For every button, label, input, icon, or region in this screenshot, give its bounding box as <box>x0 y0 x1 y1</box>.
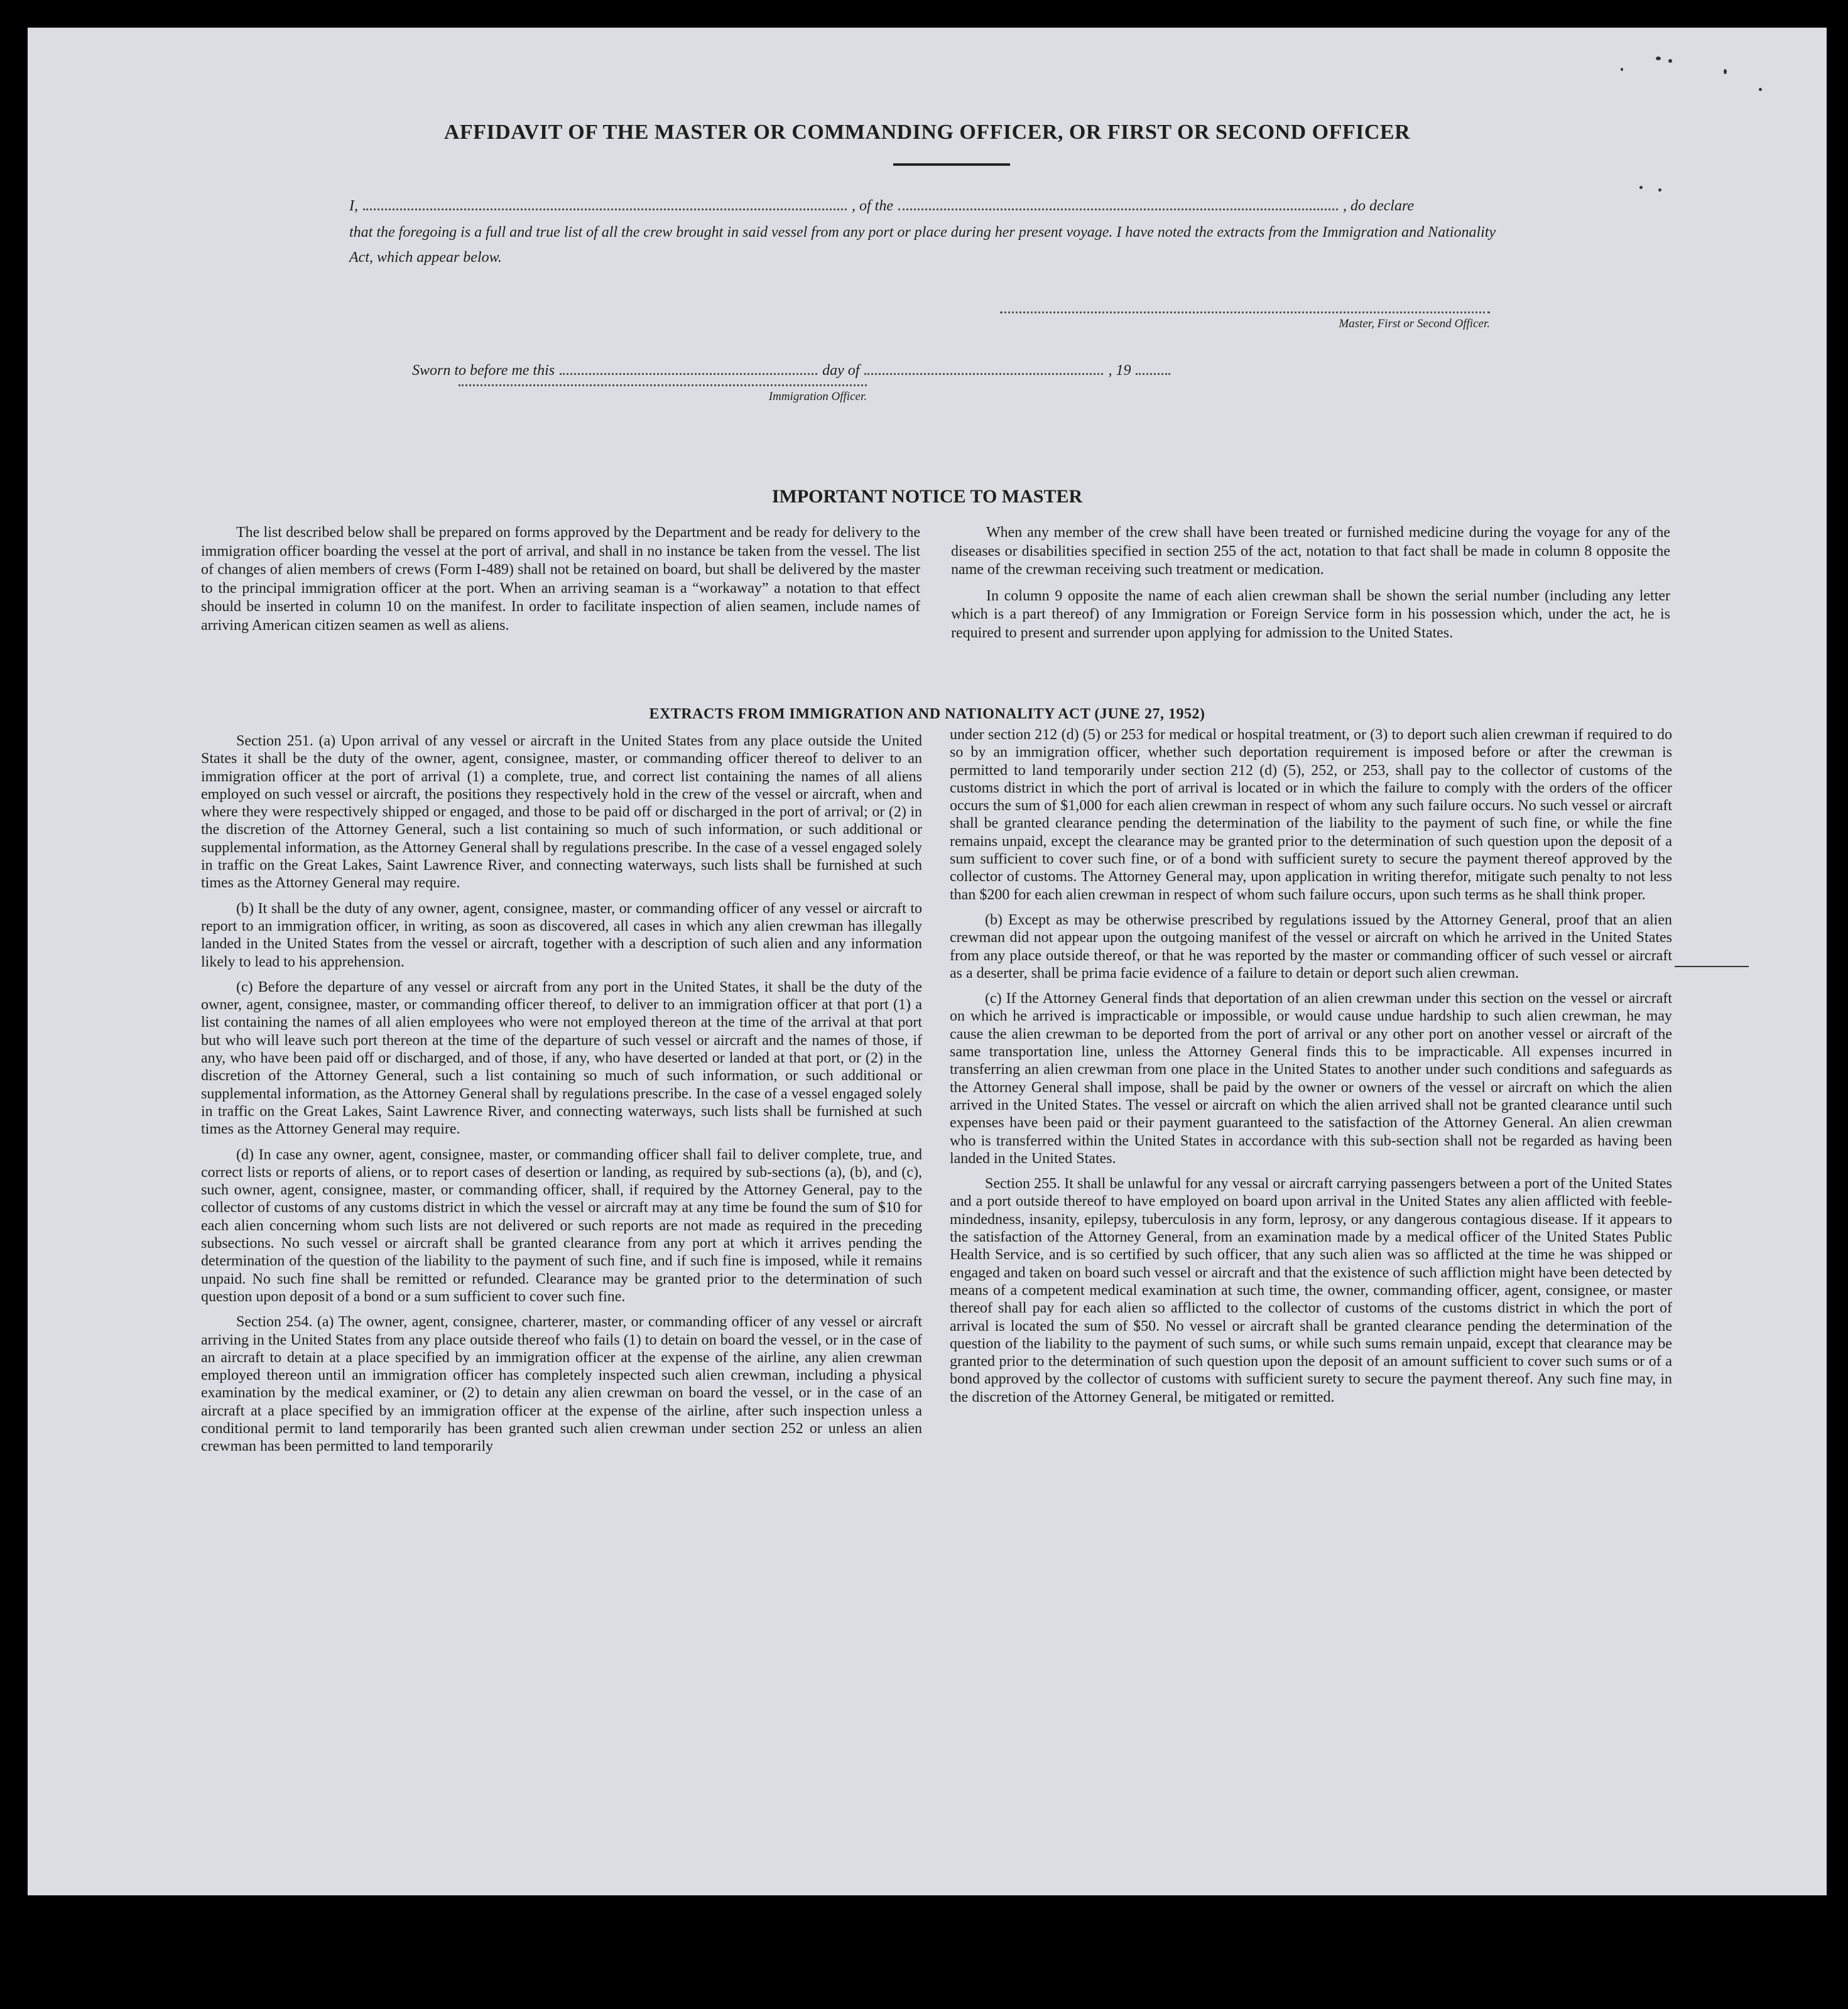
extract-paragraph: (c) If the Attorney General finds that deportation of an alien crewman under this section on the vessel or aircraft on which he arrived is impracticable or impossible, or would cause undue hardship to such alien crewman, he may cause the alien crewman to be deported from the port of arrival or any other port on another vessel or aircraft of the same transportation line, unless the Attorney General finds this to be impracticable. All expenses incurred in transferring an alien crewman from one place in the United States to another under such conditions and safeguards as the Attorney General shall impose, shall be paid by the owner or owners of the vessel or aircraft on which the alien arrived in the United States. The vessel or aircraft on which the alien arrived shall not be granted clearance until such expenses have been paid or their payment guaranteed to the satisfaction of the Attorney General. An alien crewman who is transferred within the United States in accordance with this sub-section shall not be regarded as having been landed in the United States. <box>950 990 1672 1167</box>
notice-title: IMPORTANT NOTICE TO MASTER <box>771 486 1083 507</box>
declarant-pronoun: I, <box>349 198 358 214</box>
extract-paragraph: (c) Before the departure of any vessel or aircraft from any port in the United States, it shall be the duty of the owner, agent, consignee, master, or commanding officer thereof, to deliver to an immigration officer at that port (1) a list containing the names of all alien employees who were not employed thereon at the time of the arrival at that port but who will leave such port thereon at the time of the departure of such vessel or aircraft and the names of those, if any, who have been paid off or discharged, and of those, if any, who have deserted or landed at that port, or (2) in the discretion of the Attorney General, such a list containing so much of such information, or such additional or supplemental information, as the Attorney General shall by regulations prescribe. In the case of a vessel engaged solely in traffic on the Great Lakes, Saint Lawrence River, and connecting waterways, such lists shall be furnished at such times as the Attorney General may require. <box>201 978 922 1138</box>
sworn-year-blank <box>1136 359 1170 375</box>
affidavit-declaration <box>349 195 1518 270</box>
scan-speck <box>1724 69 1727 74</box>
affidavit-title: AFFIDAVIT OF THE MASTER OR COMMANDING OFFICER, OR FIRST OR SECOND OFFICER <box>443 121 1411 144</box>
immigration-officer-signature-block <box>459 383 867 404</box>
notice-right-paragraph: When any member of the crew shall have been treated or furnished medicine during the voyage for any of the diseases or disabilities specified in section 255 of the act, notation to that fact shall be made in column 8 opposite the name of the crewman receiving such treatment or medication. <box>951 524 1670 578</box>
sworn-day-blank <box>560 359 817 375</box>
year-prefix: , 19 <box>1108 362 1131 379</box>
extract-paragraph: Section 255. It shall be unlawful for any vessal or aircraft carrying passengers between a port of the United States and a port outside thereof to have employed on board upon arrival in the United States any alien afflicted with feeble-mindedness, insanity, epilepsy, tuberculosis in any form, leprosy, or any dangerous contagious disease. If it appears to the satisfaction of the Attorney General, from an examination made by a medical officer of the United States Public Health Service, and is so certified by such officer, that any such alien was so afflicted at the time he was shipped or engaged and taken on board such vessel or aircraft and that the existence of such affliction might have been detected by means of a competent medical examination at such time, the owner, commanding officer, agent, consignee, or master thereof shall pay for each alien so afflicted to the collector of customs of the customs district in which the port of arrival is located the sum of $50. No vessel or aircraft shall be granted clearance pending the determination of the question of the liability to the payment of such sums, or while such sums remain unpaid, except that clearance may be granted prior to the determination of such question upon the deposit of an amount sufficient to cover such sums or of a bond approved by the collector of customs with sufficient surety to secure the payment thereof. Any such fine may, in the discretion of the Attorney General, be mitigated or remitted. <box>950 1176 1672 1405</box>
scan-speck <box>1639 186 1643 189</box>
master-signature-block <box>1000 310 1490 331</box>
extract-paragraph: (b) Except as may be otherwise prescribed by regulations issued by the Attorney General, proof that an alien crewman did not appear upon the outgoing manifest of the vessel or aircraft on which he arrived in the United States from any place outside thereof, or that he was reported by the master or commanding officer of such vessel or aircraft as a deserter, shall be prima facie evidence of a failure to detain or deport such alien crewman. <box>950 911 1672 982</box>
extract-paragraph: Section 254. (a) The owner, agent, consignee, charterer, master, or commanding officer of any vessel or aircraft arriving in the United States from any place outside thereof who fails (1) to detain on board the vessel, or in the case of an aircraft to detain at a place specified by an immigration officer at the expense of the airline, any alien crewman employed thereon until an immigration officer has completely inspected such alien crewman, including a physical examination by the medical examiner, or (2) to detain any alien crewman on board the vessel, or in the case of an aircraft at a place specified by an immigration officer at the expense of the airline, after such inspection unless a conditional permit to land temporarily has been granted such alien crewman under section 252 or unless an alien crewman has been permitted to land temporarily <box>201 1314 922 1455</box>
notice-right-paragraph: In column 9 opposite the name of each alien crewman shall be shown the serial number (including any letter which is a part thereof) of any Immigration or Foreign Service form in his possession which, under the act, he is required to present and surrender upon applying for admission to the United States. <box>951 587 1670 641</box>
scan-speck <box>1656 57 1661 60</box>
extracts-left-column <box>201 732 922 1463</box>
scan-mark <box>1675 966 1749 967</box>
scan-speck <box>1759 88 1762 91</box>
do-declare-label: , do declare <box>1343 198 1415 214</box>
document-page <box>28 28 1827 1895</box>
declarant-name-blank <box>363 195 847 210</box>
declaration-text: that the foregoing is a full and true list of all the crew brought in said vessel from any port or place during her present voyage. I have noted the extracts from the Immigration and Nationality Act, which appear below. <box>349 224 1496 266</box>
sworn-prefix: Sworn to before me this <box>412 362 555 379</box>
title-underline <box>893 163 1010 166</box>
scan-speck <box>1668 59 1672 63</box>
extract-paragraph: (d) In case any owner, agent, consignee, master, or commanding officer shall fail to deliver complete, true, and correct lists or reports of aliens, or to report cases of desertion or landing, as required by sub-sections (a), (b), and (c), such owner, agent, consignee, master, or commanding officer, shall, if required by the Attorney General, pay to the collector of customs of any customs district in which the vessel or aircraft may at any time be found the sum of $10 for each alien concerning whom such lists are not delivered or such reports are not made as required in the preceding subsections. No such vessel or aircraft shall be granted clearance from any port at which it arrives pending the determination of the question of the liability to the payment of such fine, and if such fine is imposed, while it remains unpaid. No such fine shall be remitted or refunded. Clearance may be granted prior to the determination of such question upon deposit of a bond or a sum sufficient to cover such fine. <box>201 1146 922 1305</box>
notice-left-paragraph: The list described below shall be prepared on forms approved by the Department and be ready for delivery to the immigration officer boarding the vessel at the port of arrival, and shall in no instance be taken from the vessel. The list of changes of alien members of crews (Form I-489) shall not be retained on board, but shall be delivered by the master to the principal immigration officer at the port. When an arriving seaman is a “workaway” a notation to that effect should be inserted in column 10 on the manifest. In order to facilitate inspection of alien seamen, include names of arriving American citizen seamen as well as aliens. <box>201 524 920 634</box>
vessel-name-blank <box>898 195 1338 210</box>
notice-right-column <box>951 524 1670 651</box>
sworn-statement <box>412 359 1291 379</box>
extract-paragraph: under section 212 (d) (5) or 253 for medical or hospital treatment, or (3) to deport such alien crewman if required to do so by an immigration officer, whether such deportation requirement is imposed before or after the crewman is permitted to land temporarily under section 212 (d) (5), 252, or 253, shall pay to the collector of customs of the customs district in which the port of arrival is located or in which the failure to comply with the orders of the officer occurs the sum of $1,000 for each alien crewman in respect of whom any such failure occurs. No such vessel or aircraft shall be granted clearance pending the determination of the liability to the payment of such fine, or while the fine remains unpaid, except the clearance may be granted prior to the determination of such question upon the deposit of a sum sufficient to cover such fine, or of a bond with sufficient surety to secure the payment thereof approved by the collector of customs. The Attorney General may, upon application in writing therefor, mitigate such penalty to not less than $200 for each alien crewman in respect of whom such failure occurs, upon such terms as he shall think proper. <box>950 727 1672 903</box>
immigration-officer-label: Immigration Officer. <box>768 390 867 403</box>
notice-left-column <box>201 524 920 643</box>
scan-speck <box>1621 68 1623 71</box>
master-signature-label: Master, First or Second Officer. <box>1339 317 1490 330</box>
extract-paragraph: Section 251. (a) Upon arrival of any vessel or aircraft in the United States from any place outside the United States it shall be the duty of the owner, agent, consignee, master, or commanding officer thereof to deliver to an immigration officer at the port of arrival (1) a complete, true, and correct list containing the names of all aliens employed on such vessel or aircraft, the positions they respectively hold in the crew of the vessel or aircraft, when and where they were respectively shipped or engaged, and those to be paid off or discharged in the port of arrival; or (2) in the discretion of the Attorney General, such a list containing so much of such information, or such additional or supplemental information, as the Attorney General shall by regulations prescribe. In the case of a vessel engaged solely in traffic on the Great Lakes, Saint Lawrence River, and connecting waterways, such lists shall be furnished at such times as the Attorney General may require. <box>201 733 922 892</box>
of-the-label: , of the <box>852 198 893 214</box>
extracts-right-column <box>950 726 1672 1414</box>
immigration-officer-signature-line <box>459 383 867 386</box>
extract-paragraph: (b) It shall be the duty of any owner, agent, consignee, master, or commanding officer of any vessel or aircraft to report to an immigration officer, in writing, as soon as discovered, all cases in which any alien crewman has illegally landed in the United States from the vessel or aircraft, together with a description of such alien and any information likely to lead to his apprehension. <box>201 900 922 970</box>
sworn-month-blank <box>864 359 1103 375</box>
declaration-line <box>349 195 1518 220</box>
scan-speck <box>1658 188 1661 192</box>
master-signature-line <box>1000 310 1490 313</box>
extracts-title: EXTRACTS FROM IMMIGRATION AND NATIONALITY ACT (JUNE 27, 1952) <box>649 706 1205 722</box>
day-of-label: day of <box>822 362 860 379</box>
